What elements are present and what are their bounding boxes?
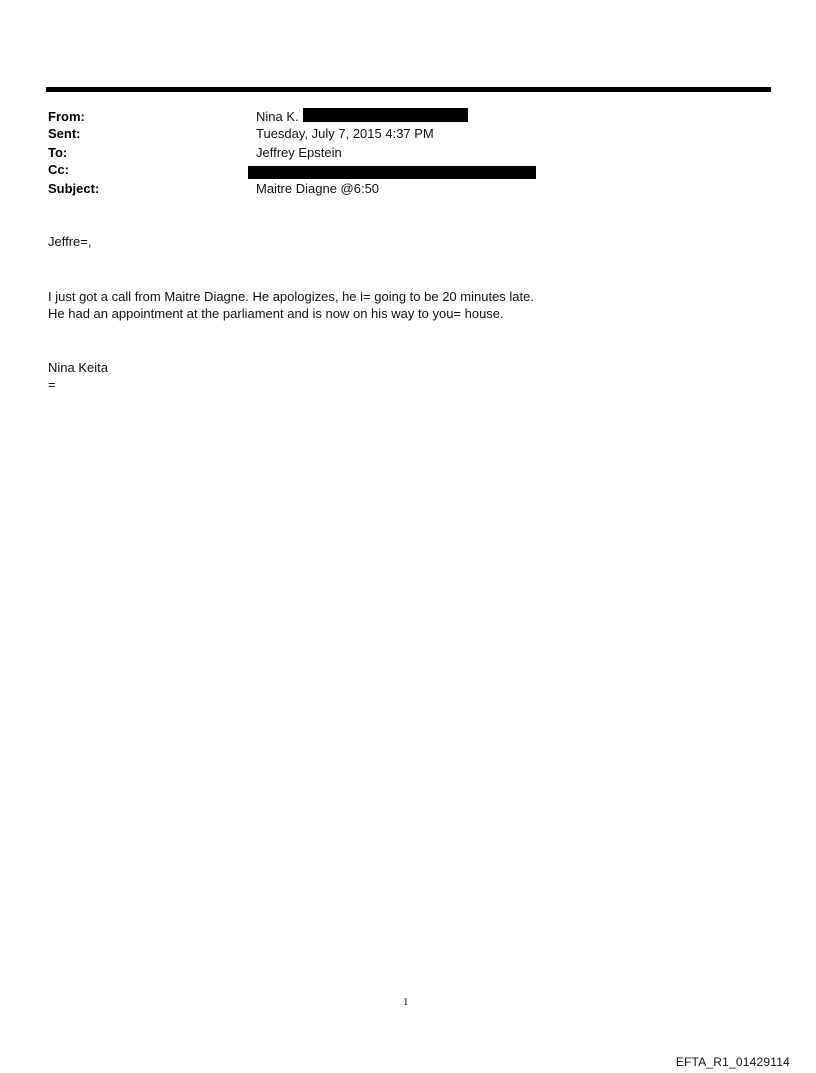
from-redaction-block <box>303 108 468 122</box>
bates-number: EFTA_R1_01429114 <box>675 1055 790 1069</box>
email-signature: Nina Keita <box>48 360 108 375</box>
to-value: Jeffrey Epstein <box>256 145 342 160</box>
email-greeting: Jeffre=, <box>48 234 92 249</box>
sent-label: Sent: <box>48 126 81 141</box>
cc-label: Cc: <box>48 162 69 177</box>
cc-redaction-block <box>248 166 536 179</box>
email-body-line-2: He had an appointment at the parliament and is now on his way to you= house. <box>48 306 504 321</box>
page-number: 1 <box>403 996 409 1008</box>
from-value: Nina K. <box>256 109 299 124</box>
subject-row <box>48 180 768 197</box>
sent-row <box>48 125 768 142</box>
subject-label: Subject: <box>48 181 100 196</box>
to-row <box>48 144 768 161</box>
to-label: To: <box>48 145 68 160</box>
from-label: From: <box>48 109 85 124</box>
subject-value: Maitre Diagne @6:50 <box>256 181 380 196</box>
email-trailer: = <box>48 377 56 392</box>
sent-value: Tuesday, July 7, 2015 4:37 PM <box>256 126 434 141</box>
email-body-line-1: I just got a call from Maitre Diagne. He apologizes, he i= going to be 20 minutes late. <box>48 289 534 304</box>
header-divider <box>46 87 771 92</box>
